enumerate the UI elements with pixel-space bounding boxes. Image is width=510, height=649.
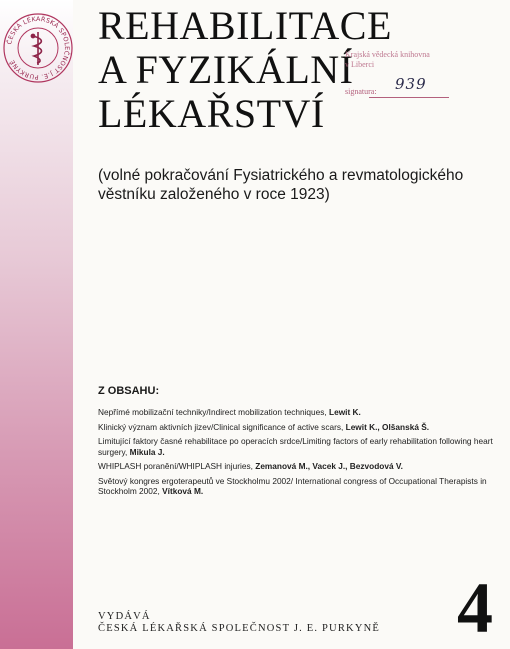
article-title: Limitující faktory časné rehabilitace po operacích srdce/Limiting factors of early rehabilitation following heart surgery, <box>98 436 493 457</box>
article-authors: Lewit K., Olšanská Š. <box>345 421 430 432</box>
stamp-line-1: Krajská vědecká knihovna <box>345 50 430 59</box>
contents-heading: Z OBSAHU: <box>98 385 160 397</box>
contents-item <box>98 476 503 497</box>
publisher-name: ČESKÁ LÉKAŘSKÁ SPOLEČNOST J. E. PURKYNĚ <box>98 623 381 634</box>
article-authors: Zemanová M., Vacek J., Bezvodová V. <box>255 461 403 471</box>
article-title: Nepřímé mobilizační techniky/Indirect mobilization techniques, <box>98 407 327 417</box>
title-line-2: A FYZIKÁLNÍ <box>98 47 354 92</box>
title-line-3: LÉKAŘSTVÍ <box>98 91 325 136</box>
stamp-sign-label: signatura: <box>345 87 377 96</box>
contents-item <box>98 436 503 457</box>
side-color-stripe <box>0 0 73 649</box>
staff-of-asclepius-icon <box>31 32 41 65</box>
issue-number: 4 <box>457 568 493 648</box>
society-seal <box>2 12 74 84</box>
article-title: Světový kongres ergoterapeutů ve Stockholmu 2002/ International congress of Occupational Therapists in Stockholm 2002, <box>98 475 487 496</box>
publisher-block <box>98 611 380 635</box>
article-authors: Lewit K. <box>329 407 361 417</box>
seal-ring-text: ČESKÁ LÉKAŘSKÁ SPOLEČNOST J.E. PURKYNĚ <box>6 15 71 81</box>
journal-subtitle: (volné pokračování Fysiatrického a revmatologického věstníku založeného v roce 1923) <box>98 167 464 203</box>
article-title: Klinický význam aktivních jizev/Clinical significance of active scars, <box>98 421 344 432</box>
stamp-line-2: v Liberci <box>345 60 375 69</box>
contents-item <box>98 422 503 433</box>
contents-item <box>98 461 503 472</box>
publisher-label: VYDÁVÁ <box>98 611 151 622</box>
library-stamp <box>345 50 495 110</box>
handwritten-shelfmark: 939 <box>395 75 427 93</box>
contents-item <box>98 407 503 418</box>
article-authors: Vítková M. <box>162 486 204 496</box>
stamp-underline <box>369 97 449 98</box>
contents-section <box>98 385 503 501</box>
article-authors: Mikula J. <box>129 446 165 457</box>
article-title: WHIPLASH poranění/WHIPLASH injuries, <box>98 461 253 471</box>
title-line-1: REHABILITACE <box>98 3 392 48</box>
